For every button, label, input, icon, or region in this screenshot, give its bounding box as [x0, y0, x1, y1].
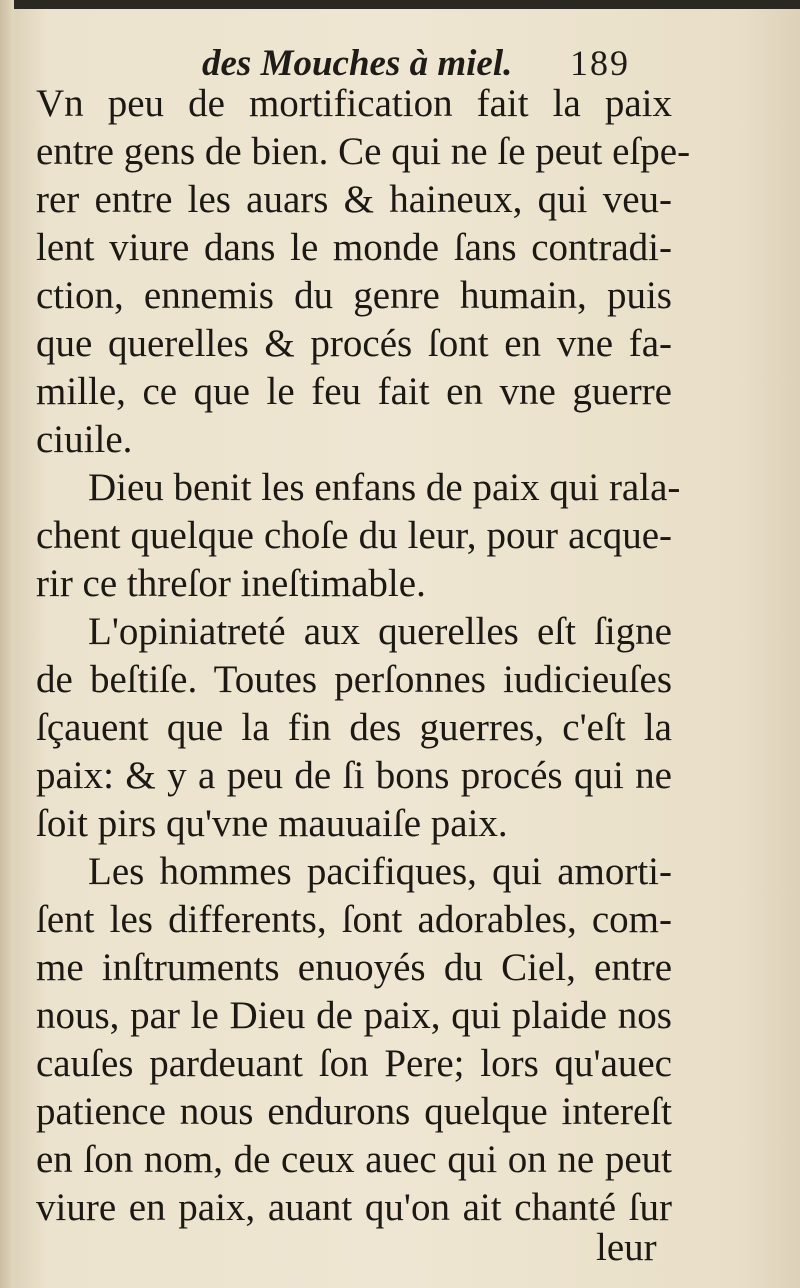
top-edge-shadow	[14, 0, 800, 9]
paragraph-first-line: Dieu benit les enfans de paix qui rala-	[88, 466, 681, 509]
text-line: paix: & y a peu de ſi bons procés qui ne	[36, 754, 672, 797]
running-title: des Mouches à miel.	[202, 43, 513, 84]
text-line: ciuile.	[36, 418, 133, 461]
text-line: mille, ce que le feu fait en vne guerre	[36, 370, 672, 413]
text-line: en ſon nom, de ceux auec qui on ne peut	[36, 1138, 672, 1181]
text-line: ſoit pirs qu'vne mauuaiſe paix.	[36, 802, 508, 845]
text-line: viure en paix, auant qu'on ait chanté ſur	[36, 1186, 672, 1229]
text-line: chent quelque choſe du leur, pour acque-	[36, 514, 672, 557]
text-line: ſent les differents, ſont adorables, com-	[36, 898, 672, 941]
text-line: lent viure dans le monde ſans contradi-	[36, 226, 672, 269]
text-line: nous, par le Dieu de paix, qui plaide nos	[36, 994, 672, 1037]
paragraph-first-line: L'opiniatreté aux querelles eſt ſigne	[88, 610, 672, 653]
text-line: que querelles & procés ſont en vne fa-	[36, 322, 672, 365]
page-number: 189	[570, 43, 630, 83]
binding-edge	[0, 0, 14, 1288]
text-line: entre gens de bien. Ce qui ne ſe peut eſpe-	[36, 130, 691, 173]
text-line: Vn peu de mortification fait la paix	[36, 82, 672, 125]
text-line: ſçauent que la fin des guerres, c'eſt la	[36, 706, 672, 749]
text-line: de beſtiſe. Toutes perſonnes iudicieuſes	[36, 658, 672, 701]
text-line: cauſes pardeuant ſon Pere; lors qu'auec	[36, 1042, 672, 1085]
text-line: rir ce threſor ineſtimable.	[36, 562, 426, 605]
text-line: patience nous endurons quelque intereſt	[36, 1090, 672, 1133]
catchword: leur	[596, 1226, 657, 1269]
text-line: rer entre les auars & haineux, qui veu-	[36, 178, 672, 221]
text-line: me inſtruments enuoyés du Ciel, entre	[36, 946, 672, 989]
text-line: ction, ennemis du genre humain, puis	[36, 274, 672, 317]
paragraph-first-line: Les hommes pacifiques, qui amorti-	[88, 850, 672, 893]
